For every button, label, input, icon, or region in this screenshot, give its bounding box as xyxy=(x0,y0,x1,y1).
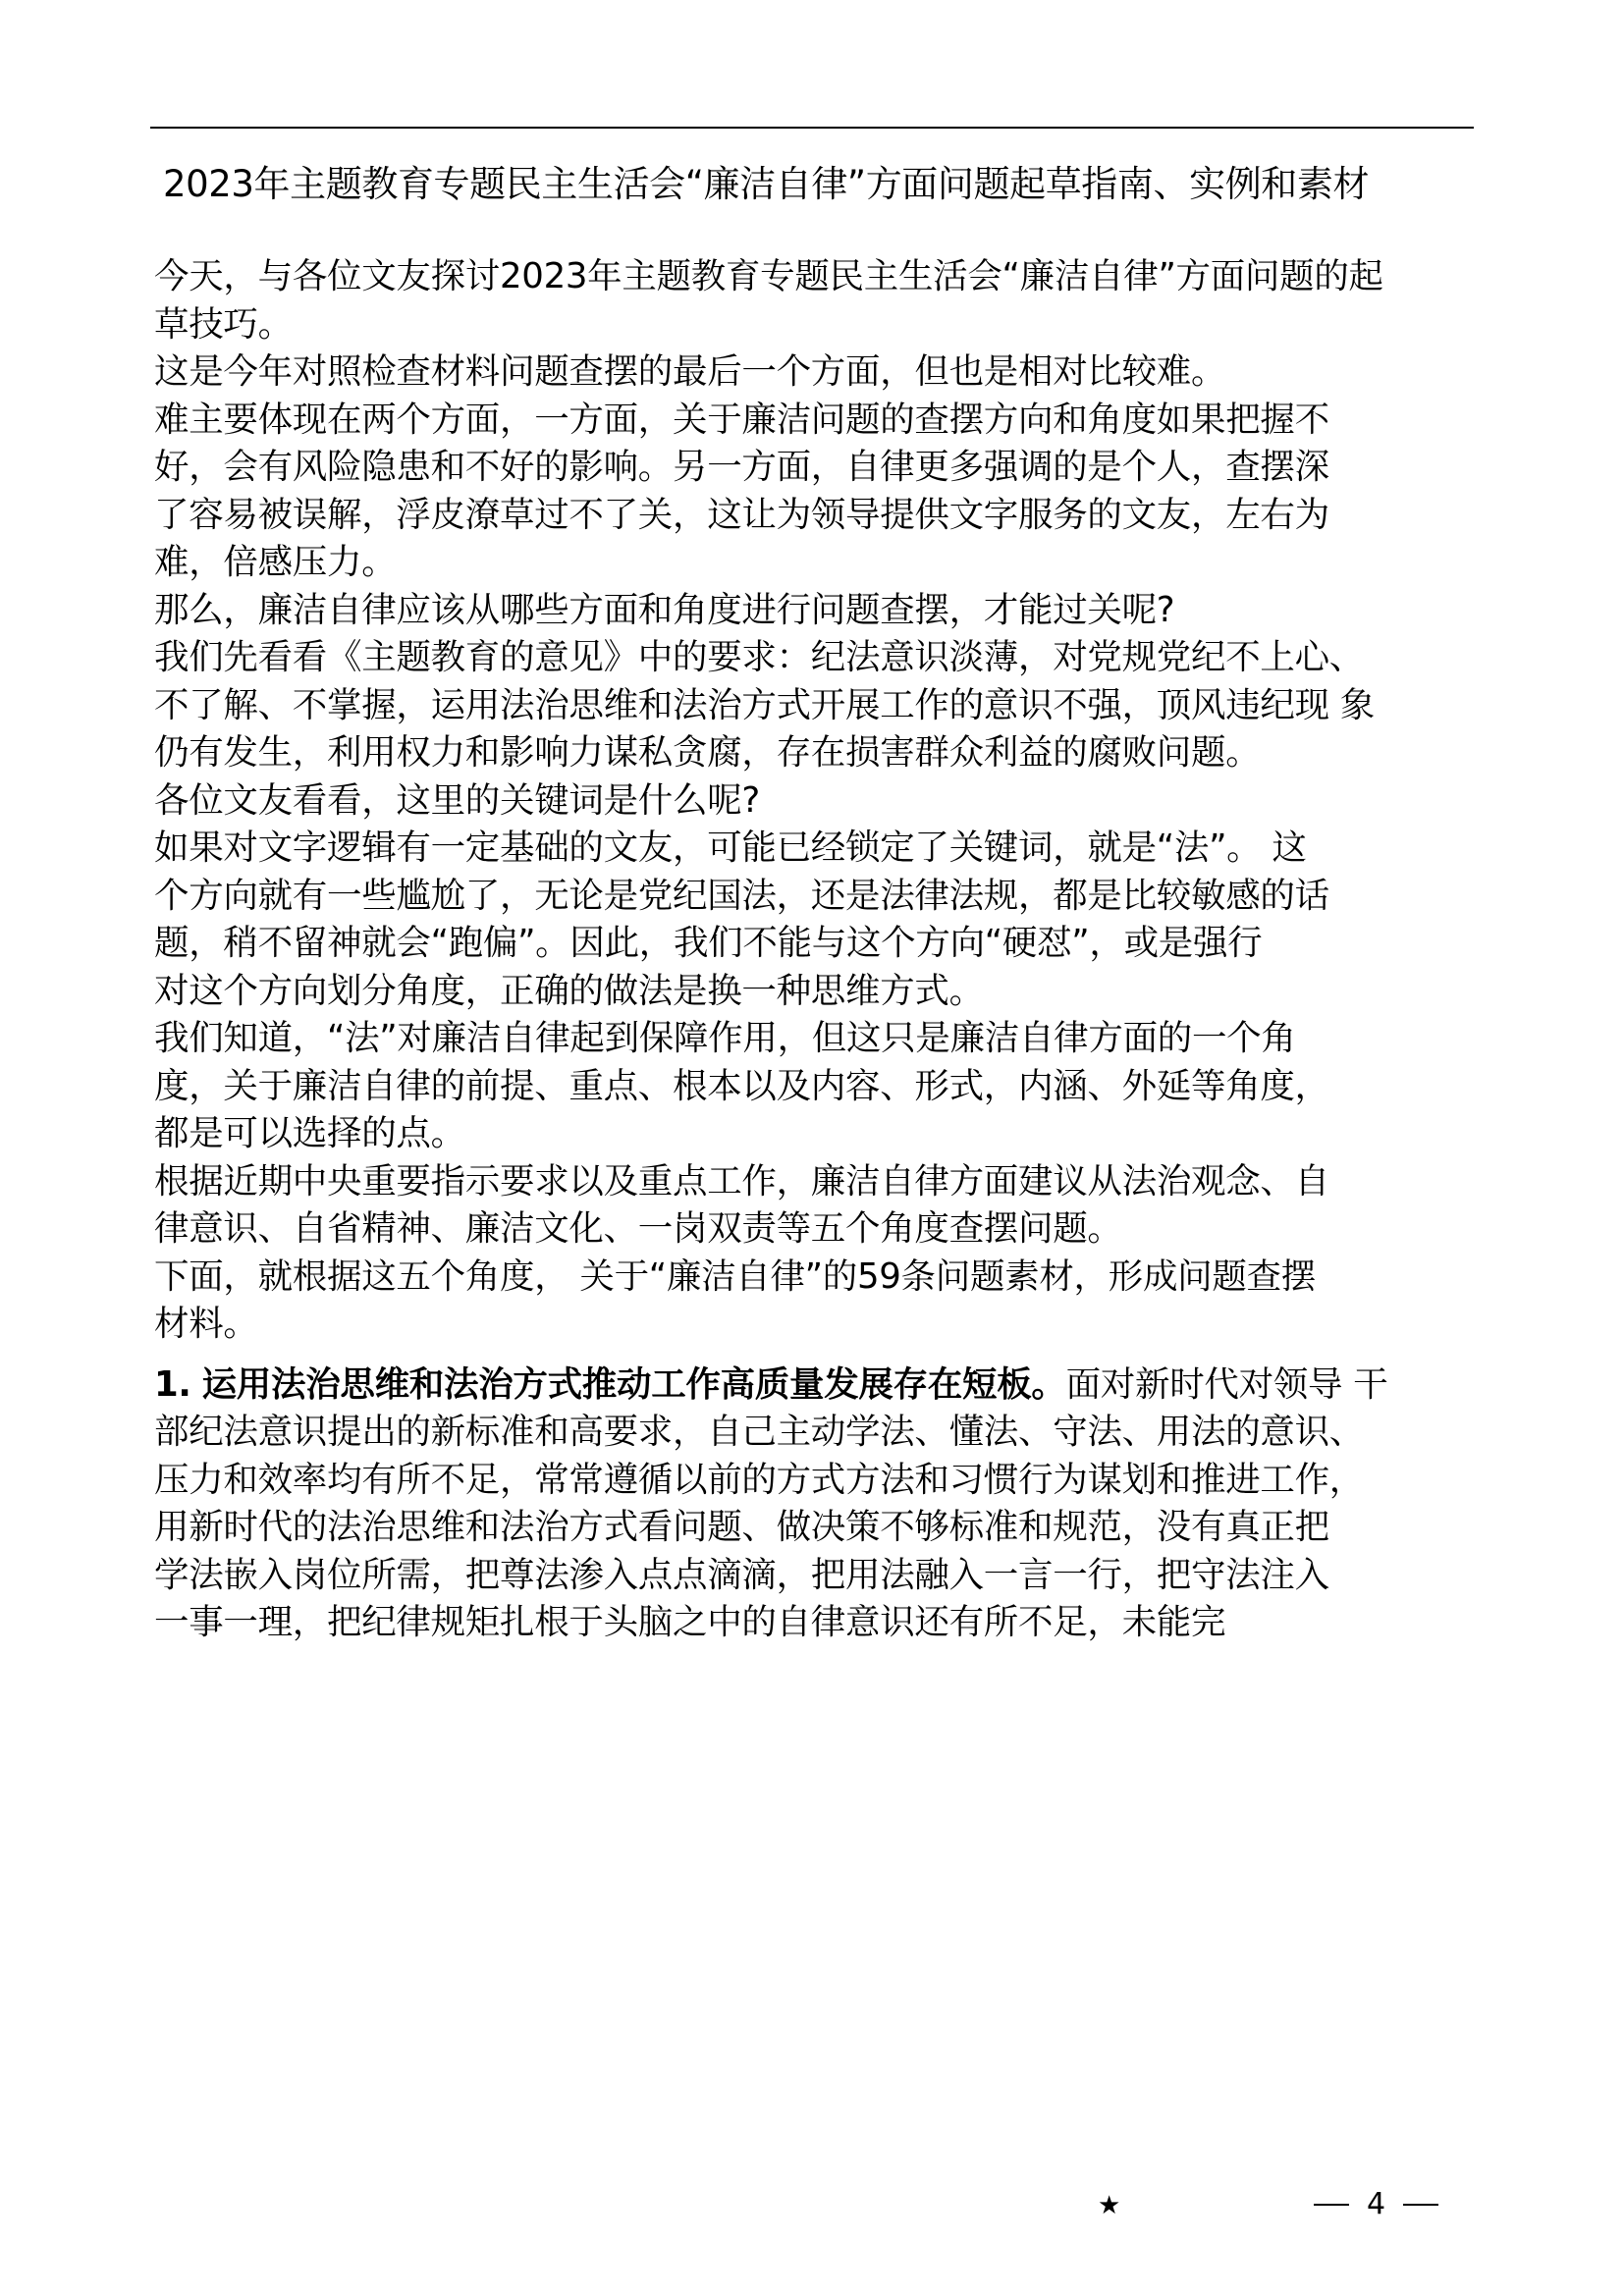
text-line: 仍有发生，利用权力和影响力谋私贪腐，存在损害群众利益的腐败问题。 xyxy=(154,732,1261,773)
text-line: 个方向就有一些尴尬了，无论是党纪国法，还是法律法规，都是比较敏感的话 xyxy=(154,875,1329,916)
paragraph-keyword-question xyxy=(154,777,1509,826)
document-title: 2023年主题教育专题民主生活会“廉洁自律”方面问题起草指南、实例和素材 xyxy=(163,163,1370,205)
text-line: 压力和效率均有所不足，常常遵循以前的方式方法和习惯行为谋划和推进工作， xyxy=(154,1459,1365,1500)
item-heading: 运用法治思维和法治方式推动工作高质量发展存在短板。 xyxy=(201,1363,1066,1405)
text-line: 难主要体现在两个方面，一方面，关于廉洁问题的查摆方向和角度如果把握不 xyxy=(154,399,1329,440)
document-body xyxy=(154,253,1509,1647)
text-line: 不了解、不掌握，运用法治思维和法治方式开展工作的意识不强，顶风违纪现 象 xyxy=(154,684,1375,725)
text-line: 都是可以选择的点。 xyxy=(154,1113,465,1153)
text-line: 难，倍感压力。 xyxy=(154,542,397,582)
text-line: 学法嵌入岗位所需，把尊法渗入点点滴滴，把用法融入一言一行，把守法注入 xyxy=(154,1554,1329,1595)
text-line: 题，稍不留神就会“跑偏”。因此，我们不能与这个方向“硬怼”，或是强行 xyxy=(154,923,1263,963)
item-text: 面对新时代对领导 干 xyxy=(1065,1363,1388,1405)
paragraph-requirements xyxy=(154,634,1509,777)
text-line: 我们知道，“法”对廉洁自律起到保障作用，但这只是廉洁自律方面的一个角 xyxy=(154,1018,1296,1058)
text-line: 各位文友看看，这里的关键词是什么呢? xyxy=(154,779,760,821)
header-rule xyxy=(150,127,1474,129)
item-1 xyxy=(154,1362,1509,1647)
text-line: 下面，就根据这五个角度， 关于“廉洁自律”的59条问题素材，形成问题查摆 xyxy=(154,1255,1316,1297)
page-footer xyxy=(0,2187,1624,2236)
paragraph-two-aspects xyxy=(154,397,1509,587)
dash-right xyxy=(1403,2204,1438,2206)
text-line: 如果对文字逻辑有一定基础的文友，可能已经锁定了关键词，就是“法”。 这 xyxy=(154,828,1307,868)
text-line: 部纪法意识提出的新标准和高要求，自己主动学法、懂法、守法、用法的意识、 xyxy=(154,1412,1365,1452)
paragraph-question xyxy=(154,587,1509,635)
text-line: 度，关于廉洁自律的前提、重点、根本以及内容、形式，内涵、外延等角度， xyxy=(154,1065,1329,1106)
text-line: 那么，廉洁自律应该从哪些方面和角度进行问题查摆，才能过关呢? xyxy=(154,589,1175,630)
text-line: 材料。 xyxy=(154,1304,258,1344)
text-line: 今天，与各位文友探讨2023年主题教育专题民主生活会“廉洁自律”方面问题的起 xyxy=(154,256,1383,296)
item-1-first-line xyxy=(154,1362,1509,1410)
paragraph-59-items xyxy=(154,1254,1509,1349)
text-line: 对这个方向划分角度，正确的做法是换一种思维方式。 xyxy=(154,970,984,1011)
text-line: 草技巧。 xyxy=(154,303,293,345)
page-number-value: 4 xyxy=(1367,2187,1386,2221)
dash-left xyxy=(1314,2204,1349,2206)
text-line: 根据近期中央重要指示要求以及重点工作，廉洁自律方面建议从法治观念、自 xyxy=(154,1160,1329,1201)
paragraph-five-angles xyxy=(154,1158,1509,1254)
paragraph-keyword-law xyxy=(154,825,1509,1015)
paragraph-difficulty xyxy=(154,348,1509,397)
text-line: 一事一理，把纪律规矩扎根于头脑之中的自律意识还有所不足，未能完 xyxy=(154,1602,1226,1642)
paragraph-angles xyxy=(154,1015,1509,1158)
item-number: 1. xyxy=(154,1363,191,1405)
text-line: 律意识、自省精神、廉洁文化、一岗双责等五个角度查摆问题。 xyxy=(154,1208,1122,1249)
text-line: 这是今年对照检查材料问题查摆的最后一个方面，但也是相对比较难。 xyxy=(154,351,1226,392)
text-line: 我们先看看《主题教育的意见》中的要求：纪法意识淡薄，对党规党纪不上心、 xyxy=(154,637,1365,677)
text-line: 用新时代的法治思维和法治方式看问题、做决策不够标准和规范，没有真正把 xyxy=(154,1507,1329,1547)
text-line: 了容易被误解，浮皮潦草过不了关，这让为领导提供文字服务的文友，左右为 xyxy=(154,494,1329,535)
paragraph-intro xyxy=(154,253,1509,348)
text-line: 好，会有风险隐患和不好的影响。另一方面，自律更多强调的是个人，查摆深 xyxy=(154,447,1329,487)
page-number xyxy=(1314,2187,1438,2221)
star-icon: ★ xyxy=(1098,2191,1121,2220)
